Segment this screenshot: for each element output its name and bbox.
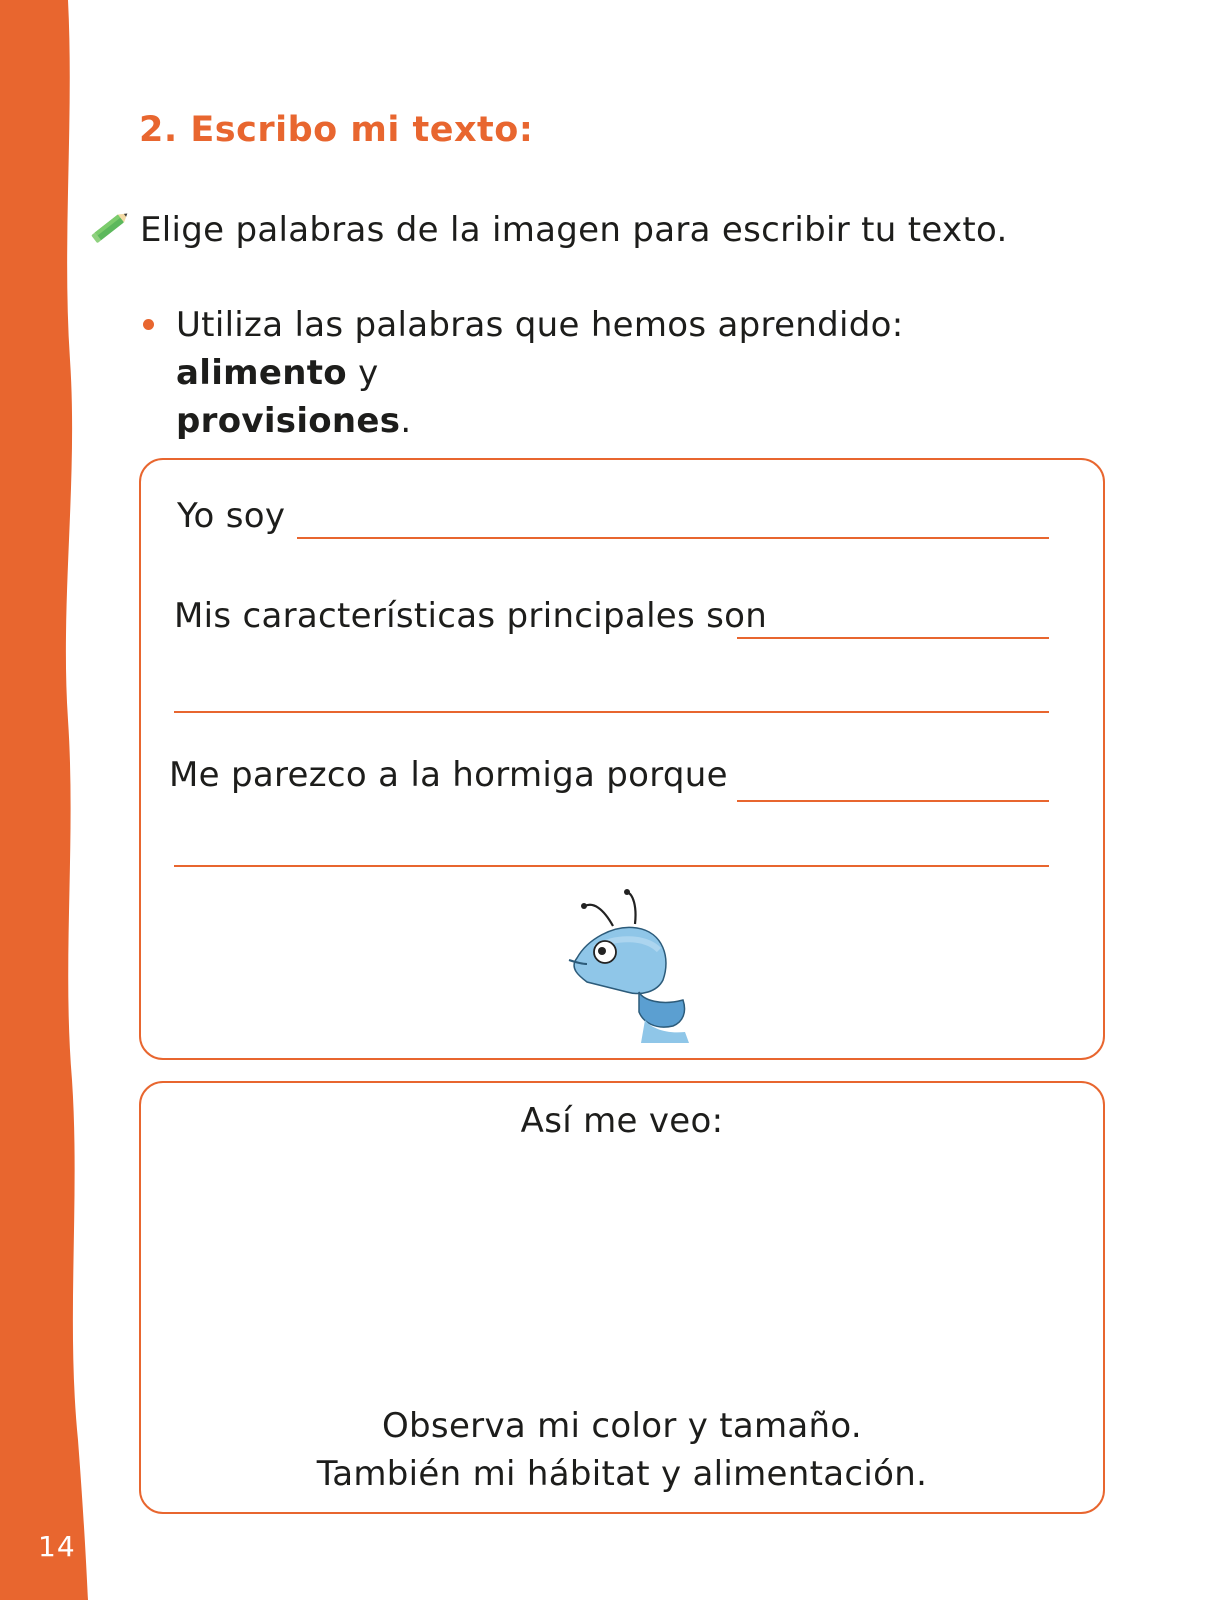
drawing-hint-line-2: También mi hábitat y alimentación. — [316, 1454, 928, 1494]
bullet-text — [176, 301, 1076, 445]
prompt-caracteristicas: Mis características principales son — [174, 596, 768, 636]
drawing-box-title: Así me veo: — [520, 1101, 724, 1141]
bullet-dot — [143, 319, 154, 330]
answer-line-caracteristicas-1[interactable] — [737, 637, 1049, 639]
drawing-box[interactable] — [139, 1081, 1105, 1514]
keyword-provisiones: provisiones — [176, 401, 401, 441]
drawing-hint-line-1: Observa mi color y tamaño. — [381, 1406, 863, 1446]
answer-line-caracteristicas-2[interactable] — [174, 711, 1049, 713]
answer-line-hormiga-1[interactable] — [737, 800, 1049, 802]
section-title: 2. Escribo mi texto: — [139, 110, 534, 150]
bullet-prefix: Utiliza las palabras que hemos aprendido: — [176, 305, 904, 345]
pencil-icon — [88, 207, 132, 247]
bullet-suffix: . — [400, 401, 412, 441]
ant-illustration — [565, 888, 705, 1043]
page-number: 14 — [38, 1530, 76, 1563]
bullet-connector: y — [346, 353, 379, 393]
prompt-hormiga: Me parezco a la hormiga porque — [169, 755, 728, 795]
prompt-yo-soy: Yo soy — [177, 496, 286, 536]
keyword-alimento: alimento — [176, 353, 347, 393]
answer-line-hormiga-2[interactable] — [174, 865, 1049, 867]
instruction-text: Elige palabras de la imagen para escribir tu texto. — [140, 210, 1008, 250]
answer-line-yo-soy[interactable] — [297, 537, 1049, 539]
